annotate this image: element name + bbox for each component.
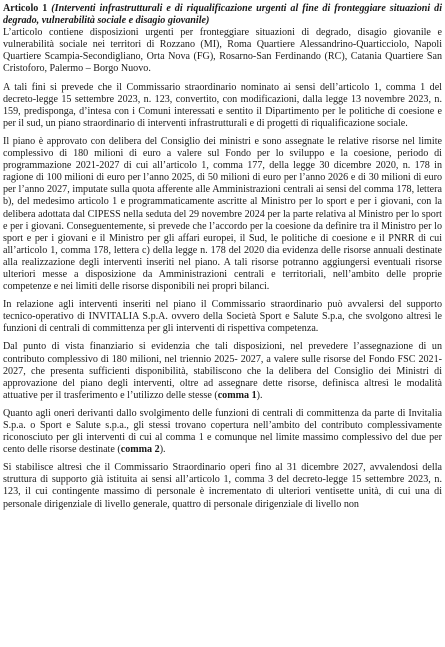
- article-label: Articolo 1: [3, 3, 48, 14]
- paragraph-1: L’articolo contiene disposizioni urgenti per fronteggiare situazioni di degrado, disagio giovanile e vulnerabilità sociale nei territori di Rozzano (MI), Roma Quartiere Alessandrino-Quarticciolo, Napoli Quartiere Scampia-Secondigliano, Orta Nova (FG), Rosarno-San Ferdinando (RC), Catania Quartiere San Cristoforo, Palermo – Borgo Nuovo.: [3, 27, 442, 75]
- paragraph-5-end: ).: [256, 389, 263, 401]
- paragraph-7: Si stabilisce altresì che il Commissario Straordinario operi fino al 31 dicembre 2027, avvalendosi della struttura di supporto già istituita ai sensi all’articolo 1, comma 3 del decreto-legge 15 settembre 2023, n. 123, il cui contingente massimo di personale è incrementato di ulteriori ventisette unità, di cui una di personale dirigenziale di livello generale, quattro di personale dirigenziale di livello non: [3, 462, 442, 510]
- paragraph-4: In relazione agli interventi inseriti nel piano il Commissario straordinario può avvalersi del supporto tecnico-operativo di INVITALIA S.p.A. ovvero della Società Sport e Salute S.p.a, che svolgono altresì le funzioni di centrali di committenza per gli interventi di rispettiva competenza.: [3, 299, 442, 335]
- paragraph-2: A tali fini si prevede che il Commissario straordinario nominato ai sensi dell’articolo 1, comma 1 del decreto-legge 15 settembre 2023, n. 123, convertito, con modificazioni, dalla legge 13 novembre 2023, n. 159, predisponga, d’intesa con i Comuni interessati e sentito il Dipartimento per le politiche di coesione e per il sud, un piano straordinario di interventi infrastrutturali e di progetti di riqualificazione sociale.: [3, 81, 442, 129]
- paragraph-6-end: ).: [159, 444, 166, 456]
- paragraph-5: [3, 341, 442, 401]
- paragraph-3: Il piano è approvato con delibera del Consiglio dei ministri e sono assegnate le relative risorse nel limite complessivo di 180 milioni di euro a valere sul Fondo per lo sviluppo e la coesione, periodo di programmazione 2021-2027 di cui all’articolo 1, comma 177, della legge 30 dicembre 2020, n. 178 in ragione di 100 milioni di euro per l’anno 2025, di 50 milioni di euro per l’anno 2026 e di 30 milioni di euro per l’anno 2027, imputate sulla quota afferente alle Amministrazioni centrali ai sensi del comma 178, lettera b), del medesimo articolo 1 e programmaticamente ascritte al Ministro per lo sport e per i giovani, con la delibera adottata dal CIPESS nella seduta del 29 novembre 2024 per la parte relativa al Ministro per lo sport e per i giovani. Conseguentemente, si prevede che l’accordo per la coesione da definire tra il Ministro per lo sport e per i giovani e il Ministro per gli affari europei, il Sud, le politiche di coesione e il PNRR di cui all’articolo 1, comma 178, lettera c) della legge n. 178 del 2020 dia evidenza delle risorse annuali destinate alla realizzazione degli interventi inseriti nel piano. A tali risorse potranno aggiungersi eventuali risorse ulteriori messe a disposizione da Amministrazioni centrali e territoriali, nell’ambito delle proprie competenze e nei limiti delle risorse disponibili nei propri bilanci.: [3, 135, 442, 293]
- article-heading: [3, 3, 442, 27]
- paragraph-6-text: Quanto agli oneri derivanti dallo svolgimento delle funzioni di centrali di committenza da parte di Invitalia S.p.a. o Sport e Salute s.p.a., gli stessi trovano copertura nell’ambito del contributo complessivamente riconosciuto per gli interventi di cui al comma 1 e comunque nel limite massimo complessivo del due per cento delle risorse destinate (: [3, 407, 442, 456]
- comma-1-reference: comma 1: [217, 389, 257, 401]
- paragraph-5-text: Dal punto di vista finanziario si evidenzia che tali disposizioni, nel prevedere l’assegnazione di un contributo complessivo di 180 milioni, nel triennio 2025- 2027, a valere sulle risorse del Fondo FSC 2021-2027, che presenta sufficienti disponibilità, stabiliscono che la delibera del Consiglio dei Ministri di approvazione del piano degli interventi, oltre ad assegnare dette risorse, definisca altresì le modalità attuative per il trasferimento e l’utilizzo delle stesse (: [3, 341, 442, 401]
- paragraph-6: [3, 408, 442, 456]
- comma-2-reference: comma 2: [120, 444, 160, 456]
- article-subtitle: (Interventi infrastrutturali e di riqualificazione urgenti al fine di fronteggiare situazioni di degrado, vulnerabilità sociale e disagio giovanile): [3, 3, 442, 27]
